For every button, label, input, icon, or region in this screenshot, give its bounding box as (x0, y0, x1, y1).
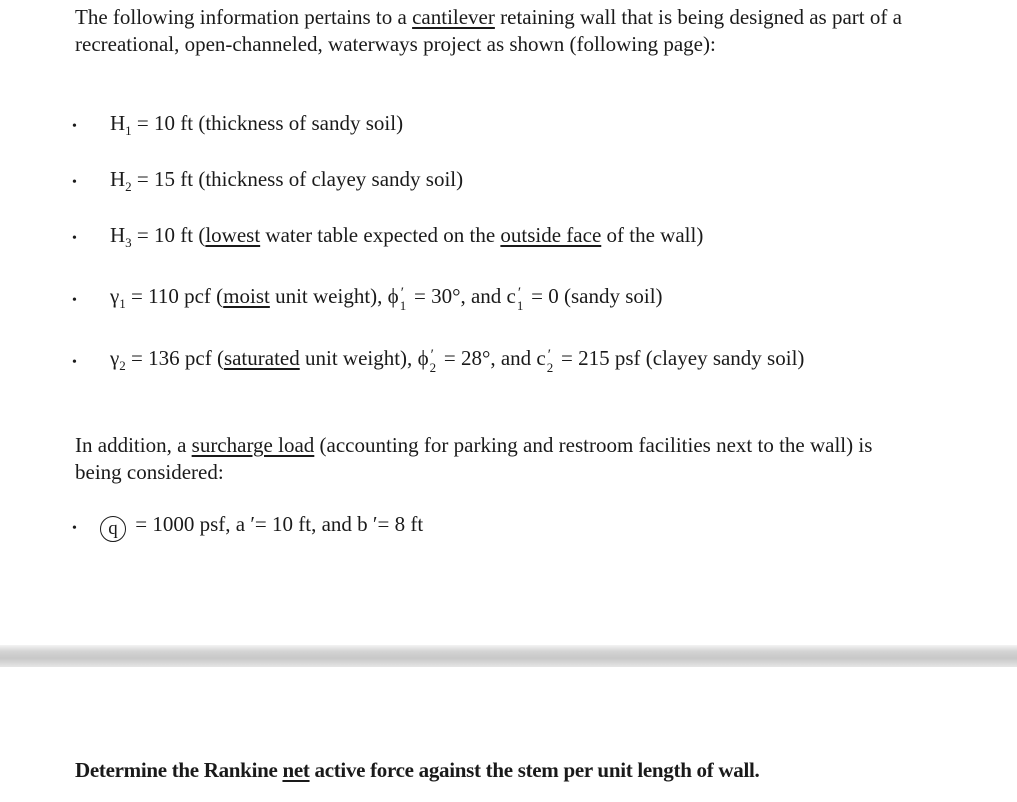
bullet-text: = 1000 psf, a ′= 10 ft, and b ′= 8 ft (130, 512, 424, 536)
underlined-term: lowest (205, 223, 261, 247)
bullet-text: = 10 ft ( (131, 223, 206, 247)
bullet-h3 (110, 222, 703, 249)
variable-subscript: 2 (429, 360, 437, 375)
variable-subscript: 3 (125, 235, 132, 250)
variable-symbol: H (110, 111, 126, 135)
underlined-term: moist (223, 284, 270, 308)
variable-subscript: 1 (125, 123, 132, 138)
bullet-marker: • (72, 521, 77, 536)
variable-subscript: 1 (399, 298, 407, 313)
underlined-term: saturated (223, 346, 300, 370)
bullet-marker: • (72, 293, 77, 308)
bullet-text: = 0 (sandy soil) (525, 284, 663, 308)
bullet-text: = 28°, and c (438, 346, 546, 370)
phi-symbol: ϕ (417, 346, 429, 370)
intro-text-end: retaining wall that is being designed as part of a recreational, open-channeled, waterways project as shown (following page): (75, 5, 902, 56)
intro-text-start: The following information pertains to a (75, 5, 413, 29)
prime-mark: ′ (430, 347, 434, 363)
bullet-marker: • (72, 355, 77, 370)
variable-subscript: 2 (125, 179, 132, 194)
phi-symbol: ϕ (387, 284, 399, 308)
bullet-marker: • (72, 119, 77, 134)
bullet-text: of the wall) (601, 223, 704, 247)
page-break-divider (0, 645, 1017, 667)
variable-subscript: 1 (119, 296, 126, 311)
bullet-h2 (110, 166, 463, 193)
bullet-text: = 215 psf (clayey sandy soil) (555, 346, 805, 370)
bullet-marker: • (72, 175, 77, 190)
prime-subscript (516, 285, 526, 313)
question-underlined-term: net (282, 758, 310, 782)
addition-underlined-term: surcharge load (191, 433, 315, 457)
addition-paragraph (75, 432, 905, 486)
bullet-text: = 30°, and c (408, 284, 516, 308)
prime-mark: ′ (547, 347, 552, 363)
prime-mark: ′ (517, 285, 522, 301)
prime-subscript (546, 347, 556, 375)
variable-subscript: 1 (516, 298, 524, 313)
bullet-text: unit weight), (299, 346, 418, 370)
variable-subscript: 2 (546, 360, 554, 375)
prime-subscript (429, 347, 439, 375)
bullet-text: = 110 pcf ( (125, 284, 224, 308)
bullet-h1 (110, 110, 403, 137)
variable-symbol: H (110, 167, 126, 191)
bullet-gamma2 (110, 345, 805, 375)
bullet-surcharge (100, 511, 423, 542)
bullet-text: unit weight), (269, 284, 388, 308)
bullet-text: = 10 ft (thickness of sandy soil) (131, 111, 404, 135)
variable-symbol: H (110, 223, 126, 247)
prime-mark: ′ (400, 285, 405, 301)
gamma-symbol: γ (110, 284, 120, 308)
question-prompt (75, 757, 759, 784)
bullet-gamma1 (110, 283, 663, 313)
addition-text-end: (accounting for parking and restroom facilities next to the wall) is being considered: (75, 433, 873, 484)
variable-subscript: 2 (119, 358, 126, 373)
addition-text-start: In addition, a (75, 433, 192, 457)
bullet-marker: • (72, 231, 77, 246)
bullet-text: water table expected on the (260, 223, 501, 247)
intro-paragraph (75, 4, 905, 58)
intro-underlined-term: cantilever (412, 5, 495, 29)
circled-q-symbol: q (100, 516, 126, 542)
bullet-text: = 15 ft (thickness of clayey sandy soil) (131, 167, 464, 191)
gamma-symbol: γ (110, 346, 120, 370)
question-text-start: Determine the Rankine (75, 758, 283, 782)
prime-subscript (399, 285, 409, 313)
bullet-text: = 136 pcf ( (125, 346, 224, 370)
underlined-term: outside face (500, 223, 602, 247)
question-text-end: active force against the stem per unit length of wall. (309, 758, 760, 782)
